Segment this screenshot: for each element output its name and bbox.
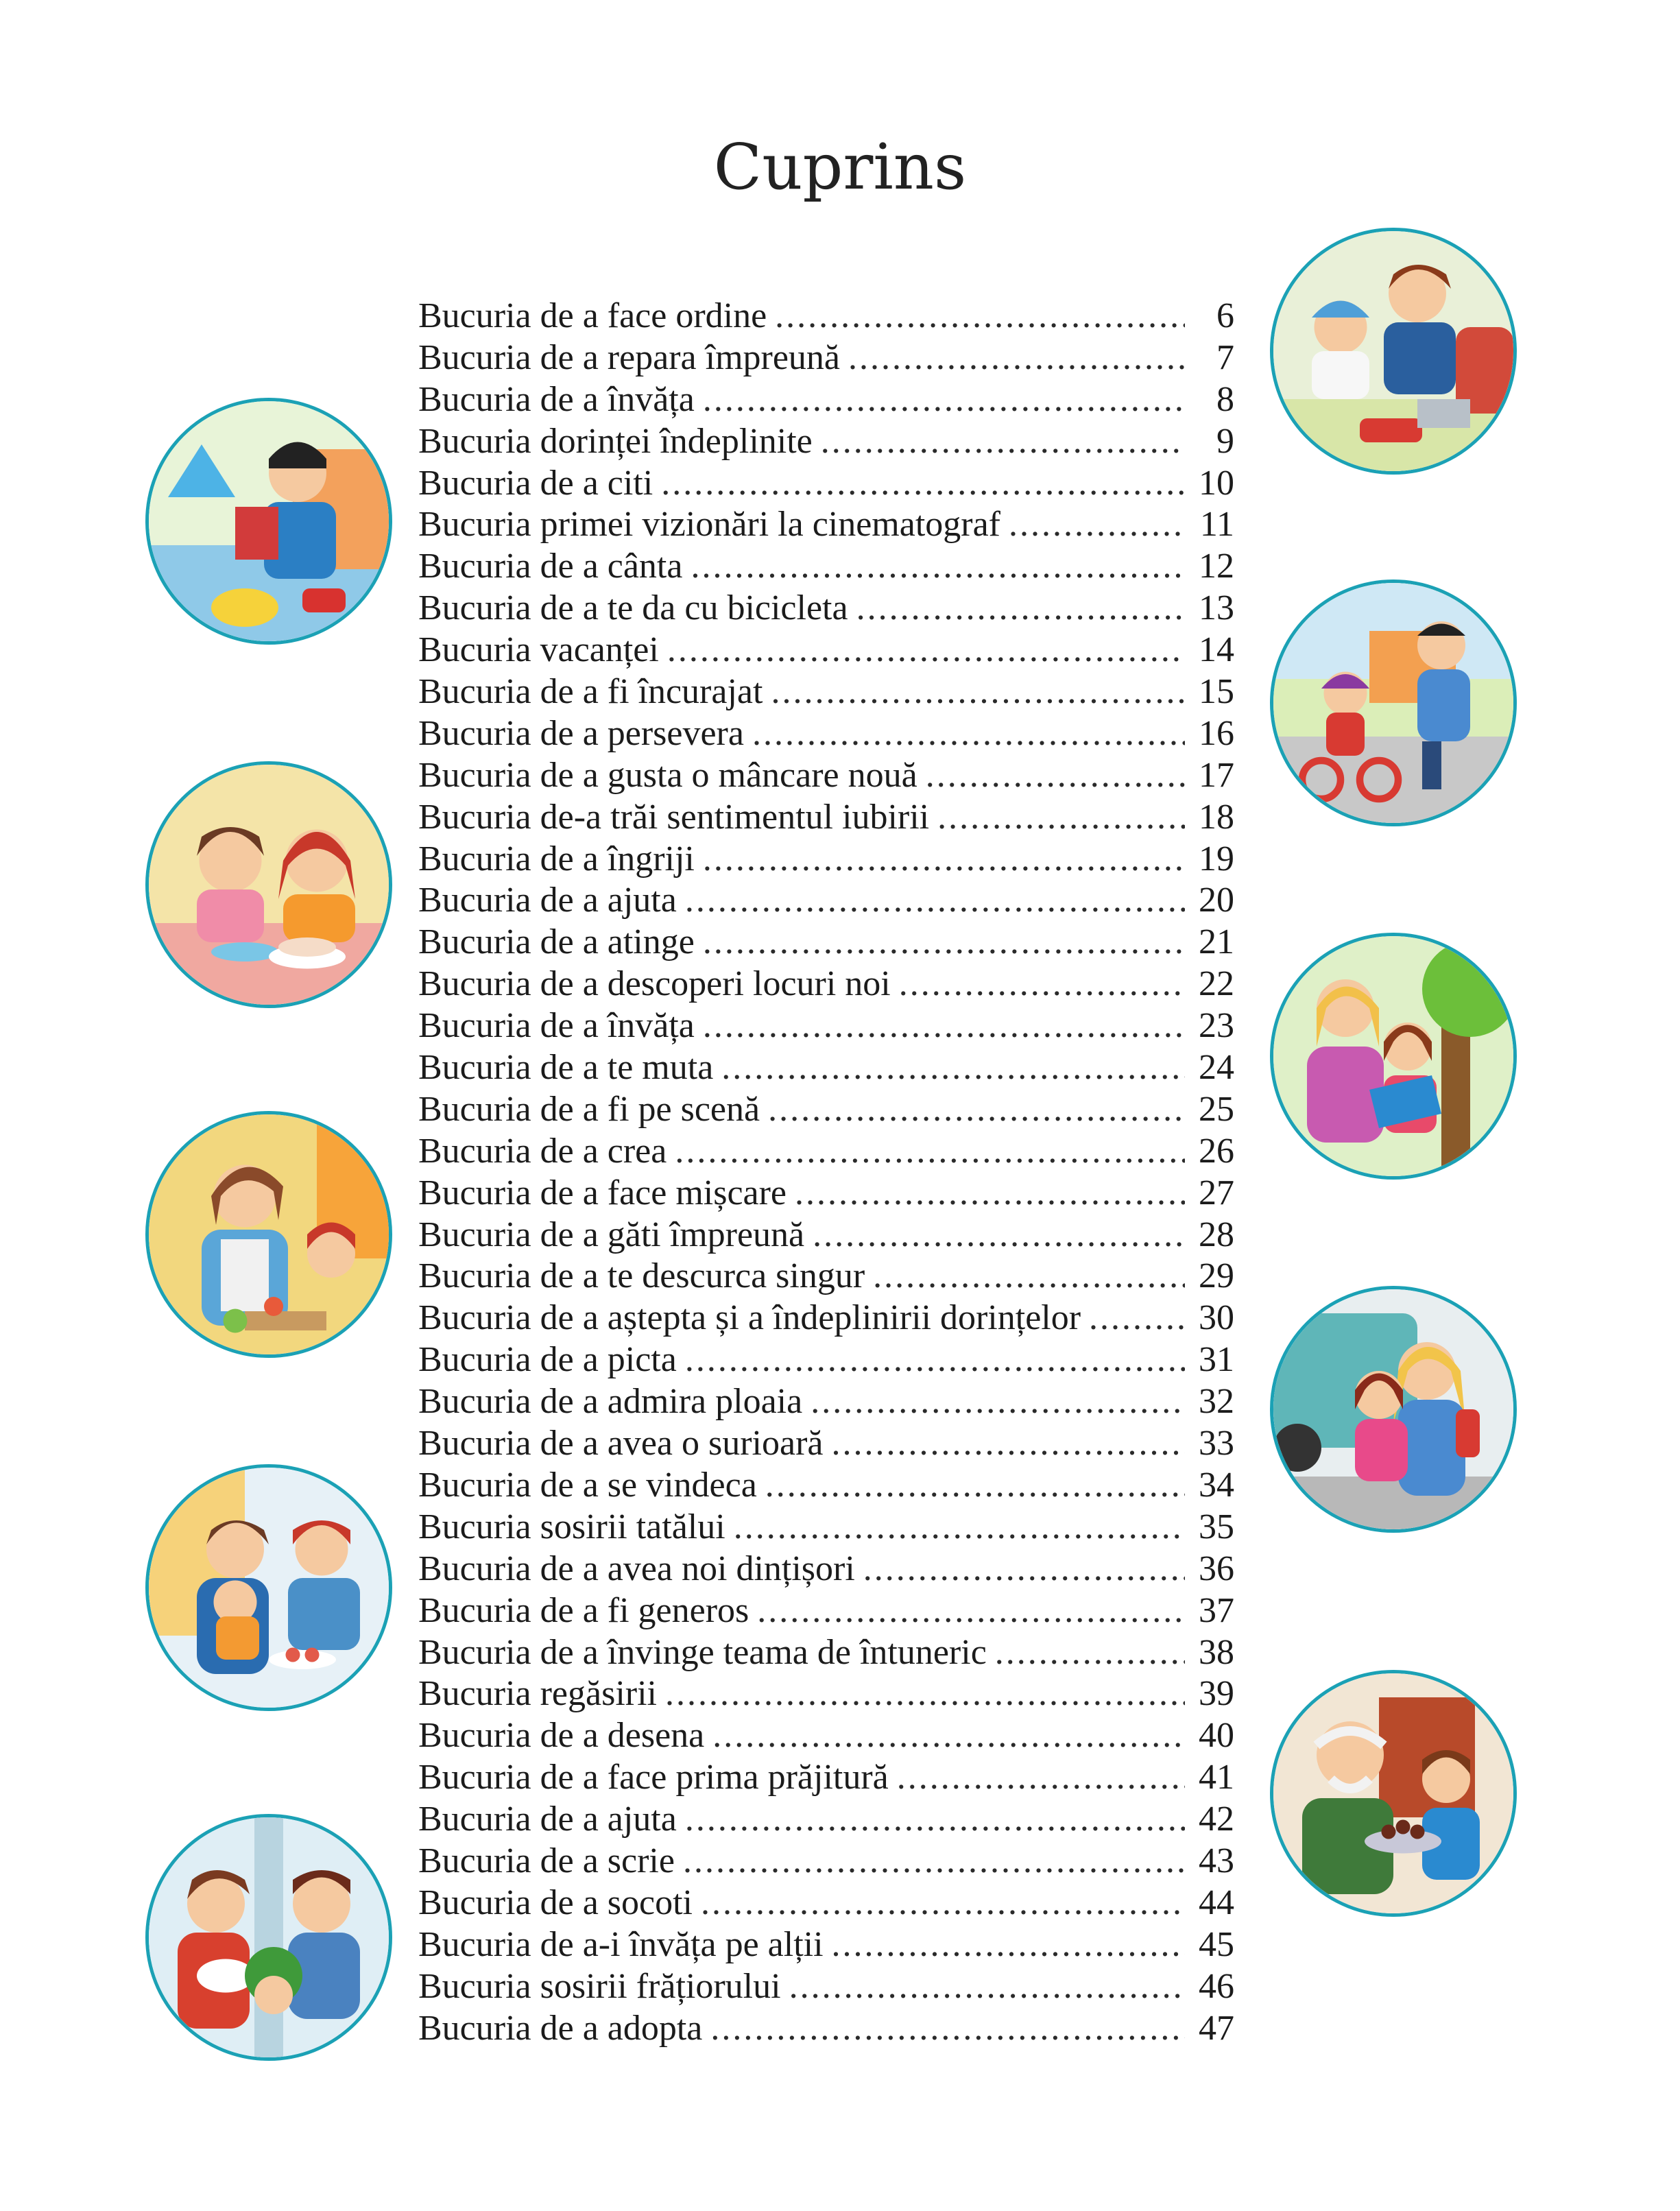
toc-leader-dots xyxy=(675,1131,1185,1173)
toc-entry[interactable] xyxy=(418,1005,1234,1047)
toc-leader-dots xyxy=(811,1381,1185,1423)
toc-entry[interactable] xyxy=(418,588,1234,630)
toc-entry[interactable] xyxy=(418,463,1234,505)
toc-leader-dots xyxy=(691,546,1185,588)
toc-entry-page: 26 xyxy=(1199,1131,1234,1171)
toc-entry-title: Bucuria de a ajuta xyxy=(418,1800,677,1839)
toc-entry-page: 13 xyxy=(1199,588,1234,628)
toc-leader-dots xyxy=(1009,504,1185,546)
toc-leader-dots xyxy=(995,1632,1185,1674)
toc-entry-page: 23 xyxy=(1199,1006,1234,1046)
toc-entry-title: Bucuria de a picta xyxy=(418,1340,677,1380)
toc-entry-title: Bucuria primei vizionări la cinematograf xyxy=(418,505,1000,545)
toc-entry-title: Bucuria de a gusta o mâncare nouă xyxy=(418,755,917,795)
toc-entry-page: 31 xyxy=(1199,1340,1234,1380)
toc-leader-dots xyxy=(848,337,1185,379)
toc-entry[interactable] xyxy=(418,1089,1234,1131)
toc-entry-page: 28 xyxy=(1199,1215,1234,1254)
toc-leader-dots xyxy=(661,463,1185,505)
toc-entry[interactable] xyxy=(418,379,1234,421)
toc-entry[interactable] xyxy=(418,1339,1234,1381)
toc-entry-title: Bucuria de-a trăi sentimentul iubirii xyxy=(418,797,930,837)
toc-entry-page: 14 xyxy=(1199,630,1234,670)
toc-leader-dots xyxy=(703,839,1185,881)
toc-entry[interactable] xyxy=(418,964,1234,1005)
toc-entry[interactable] xyxy=(418,839,1234,881)
toc-entry[interactable] xyxy=(418,713,1234,755)
toc-entry-page: 25 xyxy=(1199,1089,1234,1129)
toc-entry-title: Bucuria sosirii tatălui xyxy=(418,1507,725,1546)
toc-leader-dots xyxy=(757,1590,1185,1632)
toc-leader-dots xyxy=(775,296,1185,337)
toc-entry[interactable] xyxy=(418,337,1234,379)
toc-leader-dots xyxy=(667,630,1185,671)
toc-entry[interactable] xyxy=(418,1423,1234,1465)
toc-entry-title: Bucuria de a învăța xyxy=(418,379,695,419)
toc-entry-page: 12 xyxy=(1199,547,1234,586)
toc-entry[interactable] xyxy=(418,1966,1234,2008)
toc-entry[interactable] xyxy=(418,1381,1234,1423)
toc-leader-dots xyxy=(863,1549,1185,1590)
toc-entry[interactable] xyxy=(418,755,1234,797)
toc-leader-dots xyxy=(721,1047,1185,1089)
illustration-family-baby xyxy=(145,1814,392,2061)
table-of-contents xyxy=(418,296,1234,2049)
toc-entry[interactable] xyxy=(418,1924,1234,1966)
toc-entry-title: Bucuria de a fi pe scenă xyxy=(418,1089,760,1129)
toc-leader-dots xyxy=(701,1883,1185,1924)
toc-entry-title: Bucuria de a-i învăța pe alții xyxy=(418,1924,824,1964)
toc-entry[interactable] xyxy=(418,1632,1234,1674)
toc-entry-page: 11 xyxy=(1199,505,1234,545)
toc-leader-dots xyxy=(752,713,1185,755)
toc-entry-page: 30 xyxy=(1199,1298,1234,1338)
toc-entry-title: Bucuria de a face prima prăjitură xyxy=(418,1758,889,1797)
toc-leader-dots xyxy=(712,1715,1185,1757)
toc-entry-page: 6 xyxy=(1216,296,1234,335)
toc-entry-page: 38 xyxy=(1199,1632,1234,1672)
toc-leader-dots xyxy=(685,880,1185,922)
toc-leader-dots xyxy=(685,1799,1185,1841)
toc-entry-title: Bucuria de a face ordine xyxy=(418,296,767,335)
toc-entry-title: Bucuria de a descoperi locuri noi xyxy=(418,964,891,1004)
toc-entry-title: Bucuria regăsirii xyxy=(418,1674,657,1714)
toc-entry-title: Bucuria de a te descurca singur xyxy=(418,1256,865,1296)
toc-leader-dots xyxy=(703,922,1185,964)
toc-entry[interactable] xyxy=(418,1549,1234,1590)
toc-entry[interactable] xyxy=(418,504,1234,546)
toc-entry-title: Bucuria de a avea noi dințișori xyxy=(418,1549,855,1588)
illustration-boy-reading xyxy=(145,398,392,645)
toc-leader-dots xyxy=(937,797,1185,839)
toc-entry-page: 8 xyxy=(1216,379,1234,419)
toc-entry-title: Bucuria de a citi xyxy=(418,463,653,503)
toc-entry-page: 17 xyxy=(1199,755,1234,795)
toc-entry-page: 39 xyxy=(1199,1674,1234,1714)
toc-entry-page: 27 xyxy=(1199,1173,1234,1212)
toc-entry-title: Bucuria de a persevera xyxy=(418,713,744,753)
toc-entry-page: 47 xyxy=(1199,2008,1234,2048)
toc-leader-dots xyxy=(703,1005,1185,1047)
toc-entry-page: 46 xyxy=(1199,1966,1234,2006)
toc-entry-title: Bucuria de a cânta xyxy=(418,547,683,586)
toc-leader-dots xyxy=(832,1924,1185,1966)
toc-entry[interactable] xyxy=(418,1215,1234,1256)
toc-entry-page: 24 xyxy=(1199,1048,1234,1088)
toc-entry[interactable] xyxy=(418,880,1234,922)
toc-entry-page: 19 xyxy=(1199,839,1234,879)
toc-entry-title: Bucuria de a învăța xyxy=(418,1006,695,1046)
toc-leader-dots xyxy=(1089,1298,1185,1339)
toc-entry[interactable] xyxy=(418,1757,1234,1799)
toc-entry-title: Bucuria vacanței xyxy=(418,630,659,670)
toc-entry[interactable] xyxy=(418,421,1234,463)
toc-entry[interactable] xyxy=(418,1883,1234,1924)
toc-leader-dots xyxy=(873,1256,1185,1298)
toc-leader-dots xyxy=(768,1089,1185,1131)
toc-entry[interactable] xyxy=(418,671,1234,713)
toc-leader-dots xyxy=(789,1966,1185,2008)
toc-entry-title: Bucuria de a aștepta și a îndeplinirii dorințelor xyxy=(418,1298,1081,1338)
toc-leader-dots xyxy=(856,588,1185,630)
toc-entry-title: Bucuria de a adopta xyxy=(418,2008,703,2048)
toc-entry-title: Bucuria de a face mișcare xyxy=(418,1173,787,1212)
toc-entry[interactable] xyxy=(418,1799,1234,1841)
toc-entry-page: 10 xyxy=(1199,463,1234,503)
toc-entry[interactable] xyxy=(418,630,1234,671)
toc-entry-page: 41 xyxy=(1199,1758,1234,1797)
toc-entry-title: Bucuria de a desena xyxy=(418,1716,705,1756)
toc-entry[interactable] xyxy=(418,1590,1234,1632)
toc-entry-title: Bucuria de a fi încurajat xyxy=(418,672,763,712)
toc-entry-title: Bucuria de a atinge xyxy=(418,922,695,962)
toc-leader-dots xyxy=(665,1673,1185,1715)
toc-leader-dots xyxy=(683,1841,1185,1883)
toc-leader-dots xyxy=(926,755,1185,797)
toc-leader-dots xyxy=(831,1423,1185,1465)
toc-leader-dots xyxy=(897,1757,1185,1799)
toc-entry-page: 18 xyxy=(1199,797,1234,837)
toc-entry[interactable] xyxy=(418,1298,1234,1339)
toc-entry[interactable] xyxy=(418,1256,1234,1298)
toc-leader-dots xyxy=(771,671,1185,713)
toc-entry-page: 37 xyxy=(1199,1590,1234,1630)
toc-entry-title: Bucuria de a te da cu bicicleta xyxy=(418,588,848,628)
toc-entry-page: 29 xyxy=(1199,1256,1234,1296)
toc-entry-page: 21 xyxy=(1199,922,1234,962)
toc-entry[interactable] xyxy=(418,1507,1234,1549)
toc-entry-title: Bucuria dorinței îndeplinite xyxy=(418,421,813,461)
toc-entry-page: 16 xyxy=(1199,713,1234,753)
toc-entry[interactable] xyxy=(418,797,1234,839)
toc-entry[interactable] xyxy=(418,1173,1234,1215)
illustration-mother-cooking xyxy=(145,1111,392,1358)
toc-entry[interactable] xyxy=(418,1673,1234,1715)
toc-entry-page: 7 xyxy=(1216,337,1234,377)
illustration-girls-eating xyxy=(145,761,392,1008)
toc-entry-page: 9 xyxy=(1216,421,1234,461)
toc-entry-title: Bucuria de a repara împreună xyxy=(418,337,841,377)
toc-entry-page: 43 xyxy=(1199,1841,1234,1880)
toc-entry-page: 36 xyxy=(1199,1549,1234,1588)
toc-entry[interactable] xyxy=(418,1131,1234,1173)
toc-entry-page: 20 xyxy=(1199,881,1234,920)
toc-entry[interactable] xyxy=(418,546,1234,588)
toc-entry-title: Bucuria de a admira ploaia xyxy=(418,1382,803,1422)
toc-leader-dots xyxy=(899,964,1185,1005)
toc-entry[interactable] xyxy=(418,1465,1234,1507)
toc-entry-page: 40 xyxy=(1199,1716,1234,1756)
toc-entry-title: Bucuria sosirii frățiorului xyxy=(418,1966,781,2006)
toc-entry-page: 34 xyxy=(1199,1465,1234,1505)
toc-leader-dots xyxy=(710,2008,1185,2050)
toc-entry-page: 32 xyxy=(1199,1382,1234,1422)
toc-leader-dots xyxy=(765,1465,1185,1507)
illustration-grandfather-cookies xyxy=(1270,1670,1517,1917)
toc-entry-title: Bucuria de a avea o surioară xyxy=(418,1424,824,1463)
illustration-mother-hugging-child xyxy=(145,1464,392,1711)
toc-entry-title: Bucuria de a te muta xyxy=(418,1048,714,1088)
toc-entry-page: 35 xyxy=(1199,1507,1234,1546)
illustration-girls-hugging xyxy=(1270,1286,1517,1533)
illustration-mother-daughter-book xyxy=(1270,933,1517,1180)
toc-entry-title: Bucuria de a fi generos xyxy=(418,1590,749,1630)
toc-leader-dots xyxy=(813,1215,1185,1256)
toc-entry-title: Bucuria de a îngriji xyxy=(418,839,695,879)
toc-entry-title: Bucuria de a se vindeca xyxy=(418,1465,757,1505)
illustration-father-son-repairing xyxy=(1270,228,1517,475)
toc-entry[interactable] xyxy=(418,1047,1234,1089)
toc-entry-title: Bucuria de a ajuta xyxy=(418,881,677,920)
toc-entry-page: 15 xyxy=(1199,672,1234,712)
toc-entry-title: Bucuria de a crea xyxy=(418,1131,667,1171)
toc-leader-dots xyxy=(703,379,1185,421)
toc-entry-page: 22 xyxy=(1199,964,1234,1004)
toc-entry-title: Bucuria de a găti împreună xyxy=(418,1215,805,1254)
toc-entry-page: 44 xyxy=(1199,1883,1234,1922)
toc-entry[interactable] xyxy=(418,1715,1234,1757)
toc-entry[interactable] xyxy=(418,1841,1234,1883)
toc-entry-title: Bucuria de a învinge teama de întuneric xyxy=(418,1632,987,1672)
toc-leader-dots xyxy=(795,1173,1185,1215)
toc-entry-title: Bucuria de a scrie xyxy=(418,1841,675,1880)
toc-entry-page: 42 xyxy=(1199,1800,1234,1839)
toc-entry-page: 45 xyxy=(1199,1924,1234,1964)
toc-entry[interactable] xyxy=(418,296,1234,337)
page-title: Cuprins xyxy=(713,130,967,204)
toc-entry[interactable] xyxy=(418,922,1234,964)
toc-entry-title: Bucuria de a socoti xyxy=(418,1883,693,1922)
toc-leader-dots xyxy=(685,1339,1185,1381)
toc-entry[interactable] xyxy=(418,2008,1234,2050)
toc-leader-dots xyxy=(734,1507,1185,1549)
illustration-child-riding-bicycle xyxy=(1270,579,1517,826)
toc-entry-page: 33 xyxy=(1199,1424,1234,1463)
toc-leader-dots xyxy=(821,421,1185,463)
